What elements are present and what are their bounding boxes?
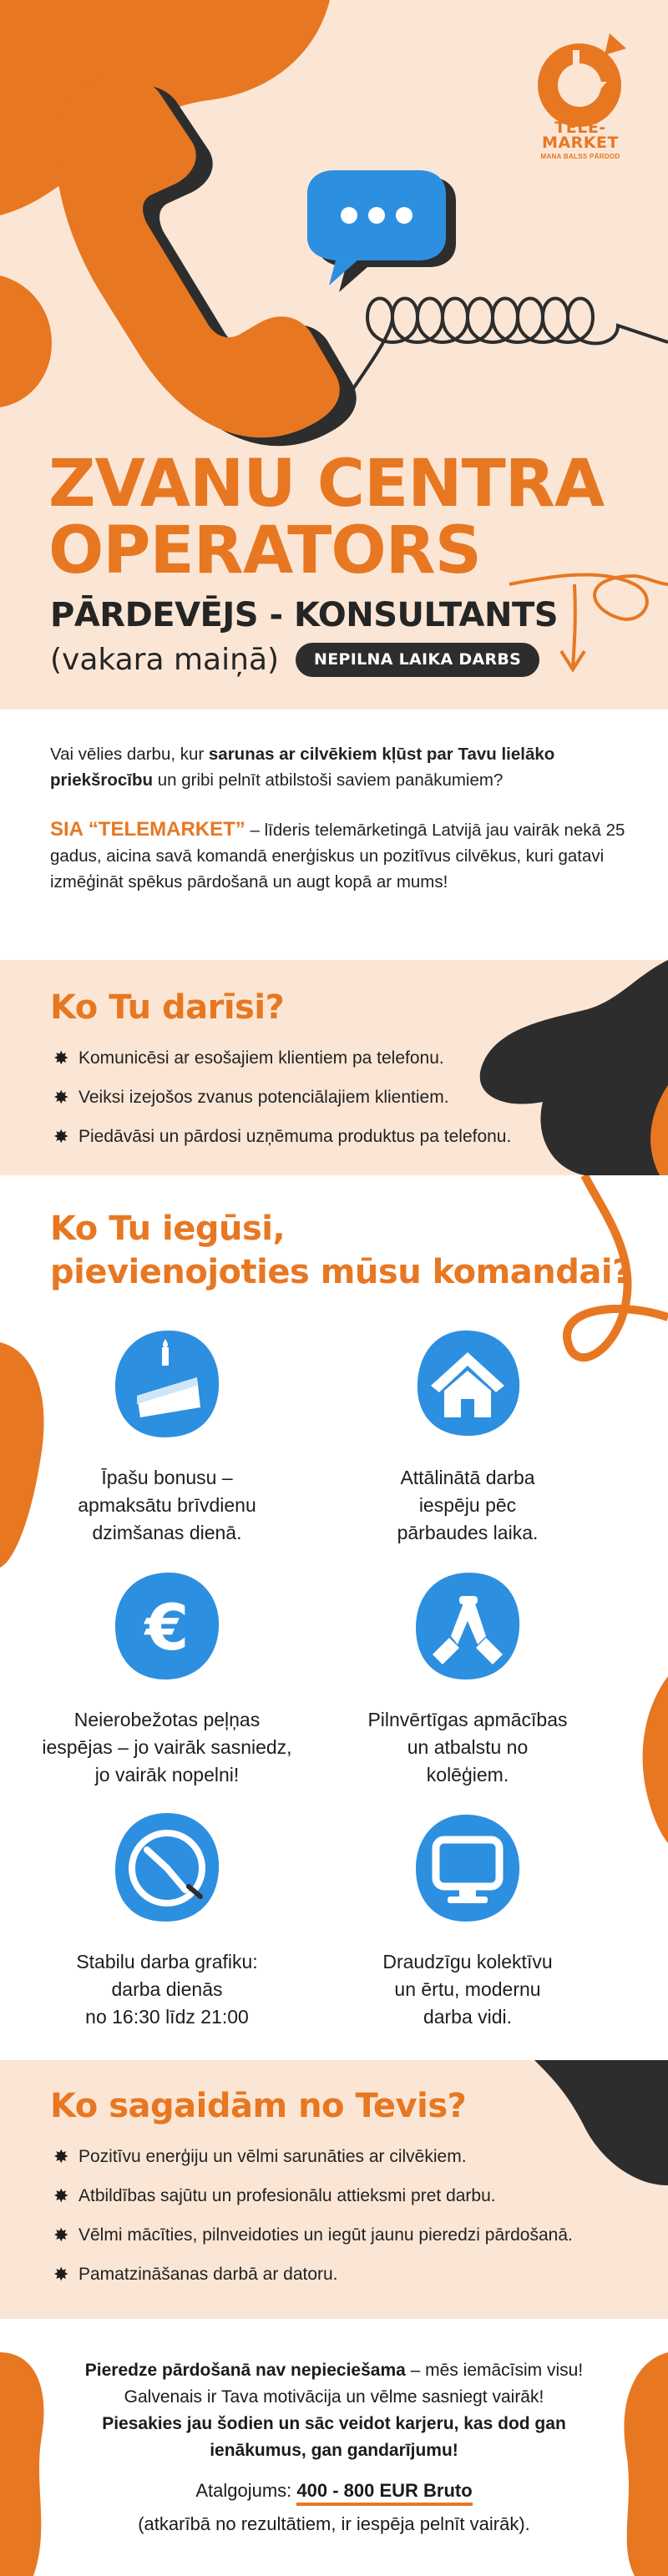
benefit-text: Draudzīgu kolektīvu un ērtu, modernu darba vidi.: [382, 1951, 553, 2028]
list-item: ✸ Piedāvāsi un pārdosi uzņēmuma produktus pa telefonu.: [53, 1117, 511, 1156]
expect-title: Ko sagaidām no Tevis?: [50, 2087, 467, 2125]
house-icon: [411, 1326, 524, 1442]
svg-text:€: €: [144, 1590, 190, 1664]
salary-label: Atalgojums:: [195, 2480, 297, 2501]
benefits-section: [0, 1175, 668, 2060]
telemarket-logo[interactable]: [526, 33, 635, 161]
intro-paragraph-2: [50, 816, 626, 895]
benefit-text: Pilnvērtīgas apmācības un atbalstu no kolēģiem.: [367, 1709, 568, 1786]
salary-amount: 400 - 800 EUR Bruto: [296, 2480, 472, 2506]
cake-icon: [110, 1326, 224, 1442]
benefits-title: Ko Tu iegūsi, pievienojoties mūsu komandai?: [50, 1210, 631, 1291]
title-line-2: OPERATORS: [48, 513, 481, 588]
intro-section: [0, 710, 668, 960]
list-item: ✸ Pamatzināšanas darbā ar datoru.: [53, 2255, 573, 2294]
logo-brand-text: TELE- MARKET: [542, 119, 619, 152]
euro-icon: [110, 1568, 224, 1685]
star-bullet-icon: ✸: [53, 2264, 69, 2285]
list-item: ✸ Veiksi izejošos zvanus potenciālajiem klientiem.: [53, 1078, 511, 1117]
job-subtitle: PĀRDEVĒJS - KONSULTANTS: [50, 596, 559, 634]
title-line-1: ZVANU CENTRA: [48, 447, 605, 522]
star-bullet-icon: ✸: [53, 2146, 69, 2167]
clock-icon: [110, 1810, 224, 1927]
handshake-icon: [411, 1568, 524, 1685]
list-item: ✸ Vēlmi mācīties, pilnveidoties un iegūt jaunu pieredzi pārdošanā.: [53, 2215, 573, 2255]
benefit-item: [33, 1326, 301, 1547]
list-item: ✸ Pozitīvu enerģiju un vēlmi sarunāties ar cilvēkiem.: [53, 2137, 573, 2176]
hero-section: [0, 0, 668, 710]
duties-title: Ko Tu darīsi?: [50, 988, 285, 1027]
company-description: – līderis telemārketingā Latvijā jau vairāk nekā 25 gadus, aicina savā komandā enerģiskus un pozitīvus cilvēkus, kuri gatavi izmēģināt spēkus pārdošanā un augt kopā ar mums!: [50, 821, 625, 891]
benefit-item: [334, 1568, 601, 1789]
duties-section: [0, 960, 668, 1175]
benefit-text: Neierobežotas peļņas iespējas – jo vairāk sasniedz, jo vairāk nopelni!: [42, 1709, 292, 1786]
salary-line: [0, 2478, 668, 2504]
benefit-text: Stabilu darba grafiku: darba dienās no 16:30 līdz 21:00: [76, 1951, 258, 2028]
benefit-text: Attālinātā darba iespēju pēc pārbaudes laika.: [397, 1467, 539, 1543]
salary-note: (atkarībā no rezultātiem, ir iespēja pelnīt vairāk).: [138, 2513, 530, 2534]
benefit-item: [334, 1326, 601, 1547]
star-bullet-icon: ✸: [53, 1126, 69, 1147]
star-bullet-icon: ✸: [53, 1048, 69, 1068]
footer-section: [0, 2319, 668, 2576]
logo-tagline: MANA BALSS PĀRDOD: [540, 153, 620, 160]
list-item: ✸ Atbildības sajūtu un profesionālu attieksmi pret darbu.: [53, 2176, 573, 2215]
benefit-item: [33, 1568, 301, 1789]
expect-list: [53, 2137, 573, 2294]
shift-row: [50, 643, 539, 677]
list-item: ✸ Komunicēsi ar esošajiem klientiem pa telefonu.: [53, 1038, 511, 1078]
shift-text: (vakara maiņā): [50, 642, 280, 677]
intro-highlight: sarunas ar cilvēkiem kļūst par Tavu lielāko priekšrocību: [50, 745, 555, 790]
footer-message: Pieredze pārdošanā nav nepieciešama – mēs iemācīsim visu! Galvenais ir Tava motivācija un vēlme sasniegt vairāk! Piesakies jau šodien un sāc veidot karjeru, kas dod gan ienākumus, gan gandarījumu!: [84, 2361, 584, 2460]
benefit-text: Īpašu bonusu – apmaksātu brīvdienu dzimšanas dienā.: [78, 1467, 256, 1543]
page-title: [48, 447, 605, 588]
star-bullet-icon: ✸: [53, 1087, 69, 1108]
duties-list: [53, 1038, 511, 1156]
part-time-badge: NEPILNA LAIKA DARBS: [296, 643, 539, 677]
intro-paragraph-1: [50, 741, 626, 793]
intro-text-end: un gribi pelnīt atbilstoši saviem panākumiem?: [153, 770, 504, 790]
intro-text: Vai vēlies darbu, kur: [50, 745, 209, 764]
star-bullet-icon: ✸: [53, 2225, 69, 2245]
company-name: SIA “TELEMARKET”: [50, 818, 245, 841]
star-bullet-icon: ✸: [53, 2185, 69, 2206]
benefit-item: [33, 1810, 301, 2031]
benefit-item: [334, 1810, 601, 2031]
monitor-icon: [411, 1810, 524, 1927]
expectations-section: [0, 2060, 668, 2319]
